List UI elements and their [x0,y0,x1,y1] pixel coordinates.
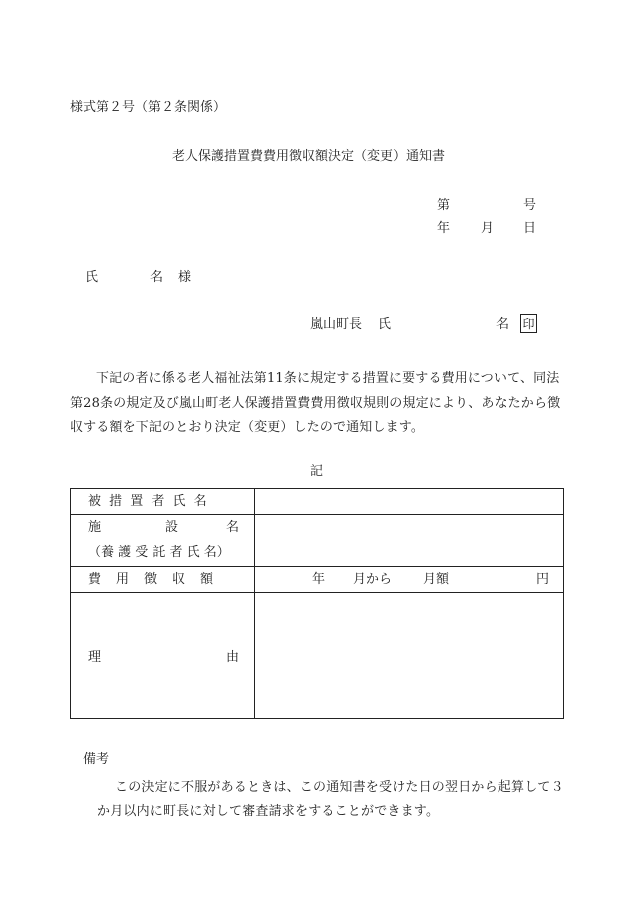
table-row-divider [71,514,563,515]
row-facility-label-a: 施 [88,520,102,535]
form-number: 様式第２号（第２条関係） [70,100,227,115]
row-facility-label-b: 設 [165,520,179,535]
addressee-name-label: 名 [150,270,164,285]
body-paragraph: 下記の者に係る老人福祉法第11条に規定する措置に要する費用について、同法第28条の規定及び嵐山町老人保護措置費費用徴収規則の規定により、あなたから徴収する額を下記のとおり決定（変更）したので通知します。 [70,371,561,435]
details-table [70,488,564,719]
table-column-divider [254,489,255,718]
document-title: 老人保護措置費費用徴収額決定（変更）通知書 [172,149,446,164]
issuer-title: 嵐山町長 [310,317,363,332]
doc-number-label: 第 [437,198,451,213]
doc-number-suffix: 号 [523,198,537,213]
fee-from-month-label: 月から [353,572,393,587]
ki-heading: 記 [310,464,324,479]
date-day-label: 日 [523,221,537,236]
table-row-divider [71,566,563,567]
issuer-surname-label: 氏 [378,317,392,332]
table-row-divider [71,592,563,593]
fee-year-label: 年 [312,572,326,587]
row-fee-label: 費 用 徴 収 額 [88,572,215,587]
row-facility-sublabel: （養 護 受 託 者 氏 名） [88,545,230,560]
row-reason-label-b: 由 [226,650,240,665]
fee-yen-label: 円 [536,572,550,587]
date-month-label: 月 [481,221,495,236]
seal-stamp-box: 印 [520,314,537,333]
notes-title: 備考 [83,752,110,767]
issuer-name-label: 名 [496,317,510,332]
notes-text: この決定に不服があるときは、この通知書を受けた日の翌日から起算して３か月以内に町長に対して審査請求をすることができます。 [97,780,564,819]
fee-monthly-label: 月額 [423,572,450,587]
addressee-surname-label: 氏 [85,270,99,285]
row-reason-label-a: 理 [88,650,102,665]
date-year-label: 年 [437,221,451,236]
row-subject-name-label: 被 措 置 者 氏 名 [88,494,209,509]
addressee-honorific: 様 [178,270,192,285]
row-facility-label-c: 名 [226,520,240,535]
